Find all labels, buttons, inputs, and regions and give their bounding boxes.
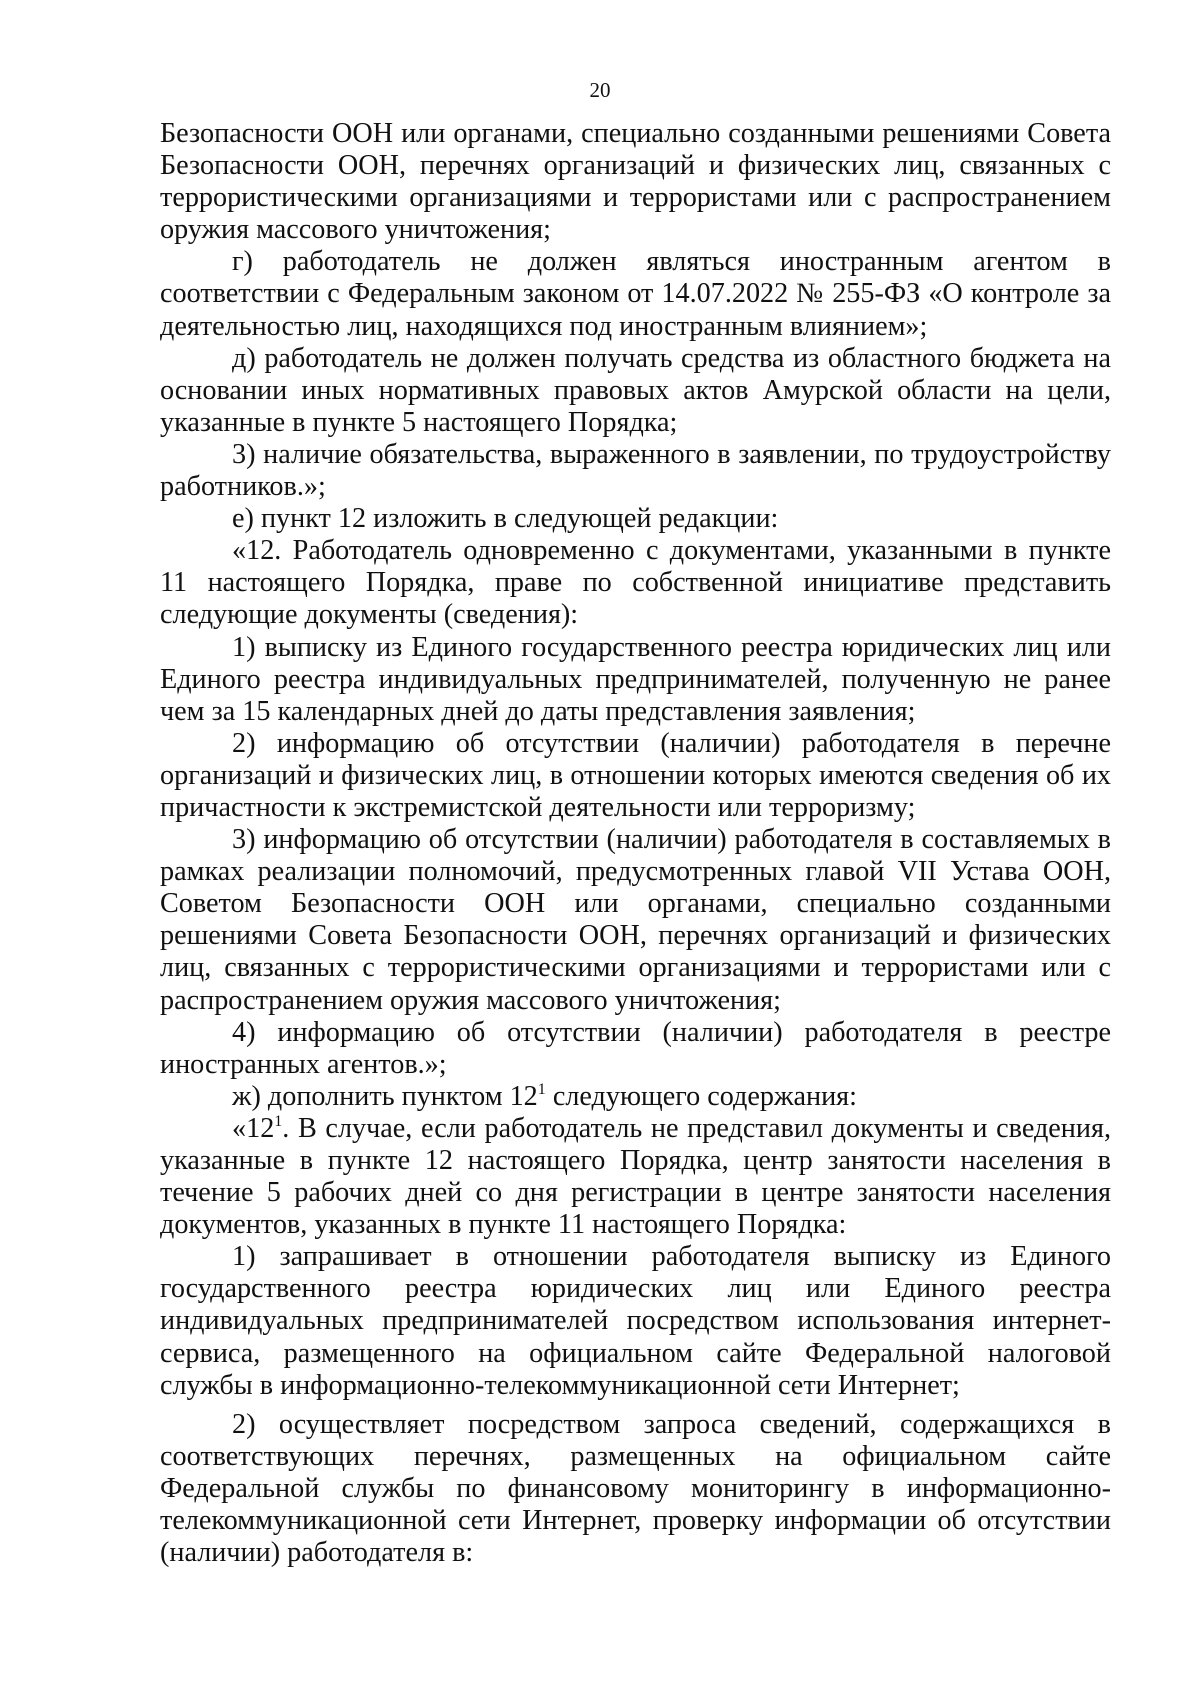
paragraph-12-1: 1) выписку из Единого государственного реестра юридических лиц или Единого реестра индивидуальных предпринимателей, полученную не ранее чем за 15 календарных дней до даты представления заявления; bbox=[160, 631, 1111, 727]
paragraph-12-4: 4) информацию об отсутствии (наличии) работодателя в реестре иностранных агентов.»; bbox=[160, 1016, 1111, 1080]
paragraph-12-sup-1-start: «12 bbox=[232, 1112, 275, 1144]
paragraph-d: д) работодатель не должен получать средства из областного бюджета на основании иных нормативных правовых актов Амурской области на цели, указанные в пункте 5 настоящего Порядка; bbox=[160, 342, 1111, 438]
superscript: 1 bbox=[274, 1112, 283, 1130]
paragraph-3: 3) наличие обязательства, выраженного в заявлении, по трудоустройству работников.»; bbox=[160, 438, 1111, 503]
paragraph-e: е) пункт 12 изложить в следующей редакции: bbox=[232, 503, 779, 535]
superscript: 1 bbox=[537, 1080, 546, 1098]
document-body bbox=[160, 118, 1111, 1569]
paragraph-12-sup-1-text: . В случае, если работодатель не представил документы и сведения, указанные в пункте 12 настоящего Порядка, центр занятости населения в течение 5 рабочих дней со дня регистрации в центре занятости населения документов, указанных в пункте 11 настоящего Порядка: bbox=[160, 1112, 1111, 1241]
paragraph-continuation: Безопасности ООН или органами, специально созданными решениями Совета Безопасности ООН, перечнях организаций и физических лиц, связанных с террористическими организациями и террористами или с распространением оружия массового уничтожения; bbox=[160, 118, 1111, 246]
paragraph-12-sup-1-item-2: 2) осуществляет посредством запроса сведений, содержащихся в соответствующих перечнях, размещенных на официальном сайте Федеральной службы по финансовому мониторингу в информационно-телекоммуникационной сети Интернет, проверку информации об отсутствии (наличии) работодателя в: bbox=[160, 1408, 1111, 1569]
paragraph-12-sup-1-item-1: 1) запрашивает в отношении работодателя выписку из Единого государственного реестра юридических лиц или Единого реестра индивидуальных предпринимателей посредством использования интернет-сервиса, размещенного на официальном сайте Федеральной налоговой службы в информационно-телекоммуникационной сети Интернет; bbox=[160, 1241, 1111, 1401]
paragraph-g: г) работодатель не должен являться иностранным агентом в соответствии с Федеральным законом от 14.07.2022 № 255-ФЗ «О контроле за деятельностью лиц, находящихся под иностранным влиянием»; bbox=[160, 246, 1111, 342]
paragraph-zh bbox=[160, 1081, 1111, 1113]
paragraph-zh-text: ж) дополнить пунктом 12 bbox=[232, 1080, 538, 1112]
paragraph-12-3: 3) информацию об отсутствии (наличии) работодателя в составляемых в рамках реализации полномочий, предусмотренных главой VII Устава ООН, Советом Безопасности ООН или органами, специально созданными решениями Совета Безопасности ООН, перечнях организаций и физических лиц, связанных с террористическими организациями и террористами или с распространением оружия массового уничтожения; bbox=[160, 824, 1111, 1016]
paragraph-12: «12. Работодатель одновременно с документами, указанными в пункте 11 настоящего Порядка, праве по собственной инициативе представить следующие документы (сведения): bbox=[160, 535, 1111, 631]
paragraph-12-sup-1 bbox=[160, 1113, 1111, 1241]
paragraph-zh-text-after: следующего содержания: bbox=[545, 1080, 857, 1112]
page-number: 20 bbox=[589, 78, 611, 102]
paragraph-12-2: 2) информацию об отсутствии (наличии) работодателя в перечне организаций и физических лиц, в отношении которых имеются сведения об их причастности к экстремистской деятельности или терроризму; bbox=[160, 727, 1111, 823]
